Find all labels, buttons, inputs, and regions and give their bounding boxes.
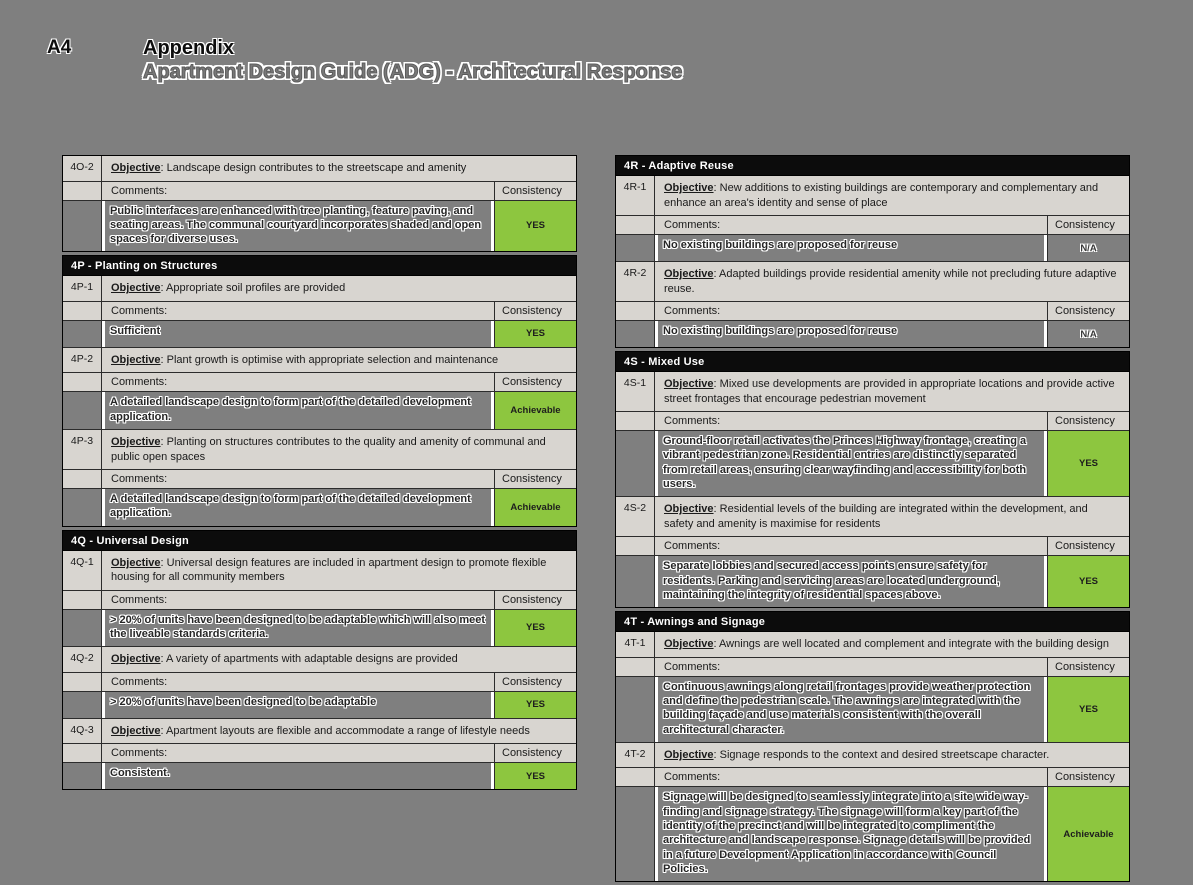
objective-row	[63, 156, 576, 181]
comments-header-row	[616, 301, 1129, 320]
section-header: 4Q - Universal Design	[63, 531, 576, 551]
consistency-value: Achievable	[1047, 787, 1129, 881]
comments-label: Comments:	[101, 744, 494, 762]
consistency-label: Consistency	[494, 182, 576, 200]
objective-separator: :	[160, 282, 167, 295]
objective-label: Objective	[111, 282, 161, 295]
item-objective	[101, 156, 576, 181]
consistency-value: N/A	[1047, 321, 1129, 347]
section-items	[616, 372, 1129, 607]
item-code: 4T-2	[624, 747, 646, 760]
item-comment: Sufficient	[101, 321, 494, 347]
adg-item	[63, 156, 576, 251]
item-comment: Continuous awnings along retail frontages provide weather protection and define the pedestrian scale. The awnings are integrated with the building façade and use materials consistent with the overall architectural character.	[654, 677, 1047, 742]
objective-row	[63, 719, 576, 744]
objective-separator: :	[160, 353, 167, 366]
comment-row	[616, 676, 1129, 742]
comments-label: Comments:	[101, 182, 494, 200]
item-objective	[101, 719, 576, 744]
item-code: 4Q-3	[70, 723, 94, 736]
comment-row	[63, 488, 576, 526]
comment-row	[616, 234, 1129, 261]
comments-label: Comments:	[101, 470, 494, 488]
section-items	[616, 632, 1129, 881]
comments-header-row	[616, 767, 1129, 786]
item-code: 4R-1	[623, 181, 647, 193]
comments-header-row	[63, 469, 576, 488]
adg-section	[615, 155, 1130, 348]
comment-row	[63, 609, 576, 647]
item-comment: Separate lobbies and secured access points ensure safety for residents. Parking and servicing areas are located underground, maintaining the integrity of residential spaces above.	[654, 556, 1047, 607]
adg-section	[62, 530, 577, 791]
comment-row	[63, 762, 576, 789]
comments-header-row	[63, 181, 576, 200]
comments-label: Comments:	[654, 412, 1047, 430]
objective-separator: :	[713, 268, 720, 281]
item-objective	[654, 176, 1129, 215]
adg-item	[616, 742, 1129, 881]
consistency-label: Consistency	[1047, 302, 1129, 320]
section-items	[616, 176, 1129, 347]
adg-section	[62, 255, 577, 526]
item-objective	[654, 372, 1129, 411]
comment-row	[63, 691, 576, 718]
objective-text: Apartment layouts are flexible and accommodate a range of lifestyle needs	[166, 724, 530, 737]
empty-code-cell	[616, 658, 654, 676]
consistency-label: Consistency	[1047, 768, 1129, 786]
item-code: 4S-1	[623, 377, 647, 390]
comments-header-row	[63, 372, 576, 391]
objective-label: Objective	[664, 638, 714, 651]
item-comment: Signage will be designed to seamlessly integrate into a site wide way-finding and signage strategy. The signage will form a key part of the identity of the precinct and will be integrated to compliment the architecture and landscape response. Signage details will be provided in a future Development Application in accordance with Council Policies.	[654, 787, 1047, 881]
objective-text: Plant growth is optimise with appropriate selection and maintenance	[166, 353, 499, 366]
objective-text: A variety of apartments with adaptable designs are provided	[166, 653, 458, 666]
adg-item	[63, 551, 576, 647]
comment-row	[63, 200, 576, 252]
objective-separator: :	[160, 162, 167, 174]
consistency-label: Consistency	[494, 591, 576, 609]
adg-item	[616, 176, 1129, 261]
consistency-value: YES	[494, 201, 576, 252]
adg-section	[615, 611, 1130, 882]
empty-code-cell	[63, 489, 101, 526]
empty-code-cell	[616, 235, 654, 261]
comments-header-row	[616, 657, 1129, 676]
item-objective	[101, 430, 576, 469]
objective-label: Objective	[111, 353, 161, 366]
comments-label: Comments:	[101, 673, 494, 691]
adg-item	[616, 372, 1129, 496]
item-objective	[654, 497, 1129, 536]
comments-header-row	[63, 590, 576, 609]
item-comment: A detailed landscape design to form part of the detailed development application.	[101, 489, 494, 526]
consistency-label: Consistency	[494, 373, 576, 391]
empty-code-cell	[63, 392, 101, 429]
comment-row	[616, 320, 1129, 347]
objective-text: Mixed use developments are provided in appropriate locations and provide active street frontages that encourage pedestrian movement	[664, 378, 1115, 405]
objective-label: Objective	[111, 556, 161, 569]
adg-item	[63, 429, 576, 526]
empty-code-cell	[616, 556, 654, 607]
comments-header-row	[616, 411, 1129, 430]
comments-header-row	[616, 536, 1129, 555]
empty-code-cell	[616, 537, 654, 555]
item-code: 4P-2	[70, 352, 94, 365]
consistency-value: YES	[1047, 556, 1129, 607]
comment-row	[63, 391, 576, 429]
objective-label: Objective	[111, 162, 161, 174]
objective-row	[616, 632, 1129, 657]
adg-item	[63, 718, 576, 790]
comments-label: Comments:	[654, 658, 1047, 676]
item-code: 4T-1	[624, 637, 646, 650]
item-code: 4S-2	[623, 502, 647, 515]
objective-separator: :	[713, 182, 720, 194]
adg-item	[616, 632, 1129, 742]
empty-code-cell	[616, 412, 654, 430]
page-title: Appendix	[143, 37, 235, 59]
objective-text: Residential levels of the building are integrated within the development, and safety and amenity is maximise for residents	[664, 503, 1088, 530]
objective-label: Objective	[664, 378, 714, 391]
consistency-value: YES	[494, 321, 576, 347]
item-objective	[101, 348, 576, 373]
objective-separator: :	[713, 638, 720, 651]
item-comment: Public interfaces are enhanced with tree planting, feature paving, and seating areas. The communal courtyard incorporates shaded and open spaces for diverse uses.	[101, 201, 494, 252]
consistency-label: Consistency	[494, 744, 576, 762]
item-objective	[654, 632, 1129, 657]
item-objective	[654, 262, 1129, 301]
comments-label: Comments:	[101, 591, 494, 609]
comments-label: Comments:	[101, 373, 494, 391]
objective-text: Adapted buildings provide residential amenity while not precluding future adaptive reuse.	[664, 268, 1117, 295]
objective-text: New additions to existing buildings are contemporary and complementary and enhance an area's identity and sense of place	[664, 182, 1099, 209]
consistency-label: Consistency	[1047, 537, 1129, 555]
objective-row	[616, 497, 1129, 536]
objective-label: Objective	[664, 748, 714, 761]
item-comment: Ground-floor retail activates the Princes Highway frontage, creating a vibrant pedestrian zone. Residential entries are distinctly separated from retail areas, ensuring clear wayfinding and accessibility for both users.	[654, 431, 1047, 496]
empty-code-cell	[63, 373, 101, 391]
item-code: 4R-2	[623, 267, 647, 280]
objective-row	[616, 372, 1129, 411]
adg-item	[616, 261, 1129, 347]
empty-code-cell	[63, 673, 101, 691]
objective-row	[616, 262, 1129, 301]
comment-row	[616, 555, 1129, 607]
objective-row	[63, 276, 576, 301]
comments-header-row	[616, 215, 1129, 234]
empty-code-cell	[63, 201, 101, 252]
comments-header-row	[63, 672, 576, 691]
comments-label: Comments:	[654, 537, 1047, 555]
objective-separator: :	[160, 556, 167, 569]
adg-item	[63, 276, 576, 347]
objective-row	[63, 430, 576, 469]
objective-text: Awnings are well located and complement and integrate with the building design	[719, 638, 1109, 651]
objective-label: Objective	[111, 724, 161, 737]
objective-row	[63, 647, 576, 672]
consistency-value: YES	[494, 692, 576, 718]
item-objective	[654, 743, 1129, 768]
item-comment: > 20% of units have been designed to be adaptable	[101, 692, 494, 718]
consistency-label: Consistency	[1047, 658, 1129, 676]
item-comment: > 20% of units have been designed to be adaptable which will also meet the liveable standards criteria.	[101, 610, 494, 647]
consistency-value: Achievable	[494, 489, 576, 526]
objective-text: Appropriate soil profiles are provided	[166, 282, 346, 295]
empty-code-cell	[63, 591, 101, 609]
item-code: 4O-2	[70, 161, 94, 173]
page-number: A4	[47, 37, 72, 58]
section-header: 4T - Awnings and Signage	[616, 612, 1129, 632]
adg-item	[616, 496, 1129, 607]
adg-item	[63, 347, 576, 429]
comments-label: Comments:	[654, 302, 1047, 320]
right-column	[615, 155, 1130, 885]
title-block	[143, 37, 682, 84]
empty-code-cell	[616, 216, 654, 234]
section-header: 4R - Adaptive Reuse	[616, 156, 1129, 176]
consistency-label: Consistency	[1047, 216, 1129, 234]
consistency-label: Consistency	[494, 673, 576, 691]
comments-label: Comments:	[654, 216, 1047, 234]
objective-separator: :	[713, 378, 720, 391]
item-objective	[101, 276, 576, 301]
item-comment: A detailed landscape design to form part of the detailed development application.	[101, 392, 494, 429]
item-code: 4P-3	[70, 435, 94, 448]
item-code: 4Q-1	[70, 555, 94, 568]
objective-label: Objective	[664, 182, 714, 194]
objective-separator: :	[160, 724, 167, 737]
consistency-value: YES	[494, 763, 576, 789]
objective-row	[616, 743, 1129, 768]
consistency-value: Achievable	[494, 392, 576, 429]
adg-section	[62, 155, 577, 252]
empty-code-cell	[616, 431, 654, 496]
adg-item	[63, 646, 576, 718]
consistency-value: YES	[1047, 431, 1129, 496]
item-comment: No existing buildings are proposed for reuse	[654, 321, 1047, 347]
adg-section	[615, 351, 1130, 608]
empty-code-cell	[616, 768, 654, 786]
section-items	[63, 551, 576, 790]
empty-code-cell	[616, 677, 654, 742]
left-column	[62, 155, 577, 793]
section-header: 4P - Planting on Structures	[63, 256, 576, 276]
page-subtitle: Apartment Design Guide (ADG) - Architectural Response	[143, 61, 683, 83]
objective-separator: :	[713, 748, 720, 761]
comments-header-row	[63, 743, 576, 762]
objective-text: Landscape design contributes to the streetscape and amenity	[166, 162, 467, 174]
consistency-label: Consistency	[1047, 412, 1129, 430]
comment-row	[63, 320, 576, 347]
comments-header-row	[63, 301, 576, 320]
objective-text: Planting on structures contributes to the quality and amenity of communal and public open spaces	[111, 436, 546, 463]
consistency-label: Consistency	[494, 470, 576, 488]
item-objective	[101, 551, 576, 590]
section-items	[63, 156, 576, 251]
objective-separator: :	[160, 653, 167, 666]
item-code: 4P-1	[70, 281, 94, 294]
empty-code-cell	[63, 302, 101, 320]
empty-code-cell	[616, 787, 654, 881]
objective-row	[63, 551, 576, 590]
item-comment: No existing buildings are proposed for reuse	[654, 235, 1047, 261]
empty-code-cell	[616, 321, 654, 347]
objective-separator: :	[713, 503, 720, 516]
objective-row	[616, 176, 1129, 215]
objective-text: Signage responds to the context and desired streetscape character.	[719, 748, 1050, 761]
empty-code-cell	[63, 610, 101, 647]
comment-row	[616, 430, 1129, 496]
empty-code-cell	[63, 182, 101, 200]
section-items	[63, 276, 576, 525]
consistency-value: YES	[494, 610, 576, 647]
empty-code-cell	[616, 302, 654, 320]
page-header	[47, 37, 682, 84]
empty-code-cell	[63, 470, 101, 488]
empty-code-cell	[63, 763, 101, 789]
empty-code-cell	[63, 692, 101, 718]
section-header: 4S - Mixed Use	[616, 352, 1129, 372]
empty-code-cell	[63, 744, 101, 762]
objective-separator: :	[160, 436, 167, 449]
objective-label: Objective	[664, 503, 714, 516]
consistency-value: YES	[1047, 677, 1129, 742]
objective-label: Objective	[664, 268, 714, 281]
item-objective	[101, 647, 576, 672]
consistency-label: Consistency	[494, 302, 576, 320]
comments-label: Comments:	[101, 302, 494, 320]
objective-row	[63, 348, 576, 373]
item-comment: Consistent.	[101, 763, 494, 789]
empty-code-cell	[63, 321, 101, 347]
comments-label: Comments:	[654, 768, 1047, 786]
item-code: 4Q-2	[70, 652, 94, 665]
objective-label: Objective	[111, 436, 161, 449]
objective-label: Objective	[111, 653, 161, 666]
consistency-value: N/A	[1047, 235, 1129, 261]
comment-row	[616, 786, 1129, 881]
objective-text: Universal design features are included in apartment design to promote flexible housing for all community members	[111, 556, 547, 584]
